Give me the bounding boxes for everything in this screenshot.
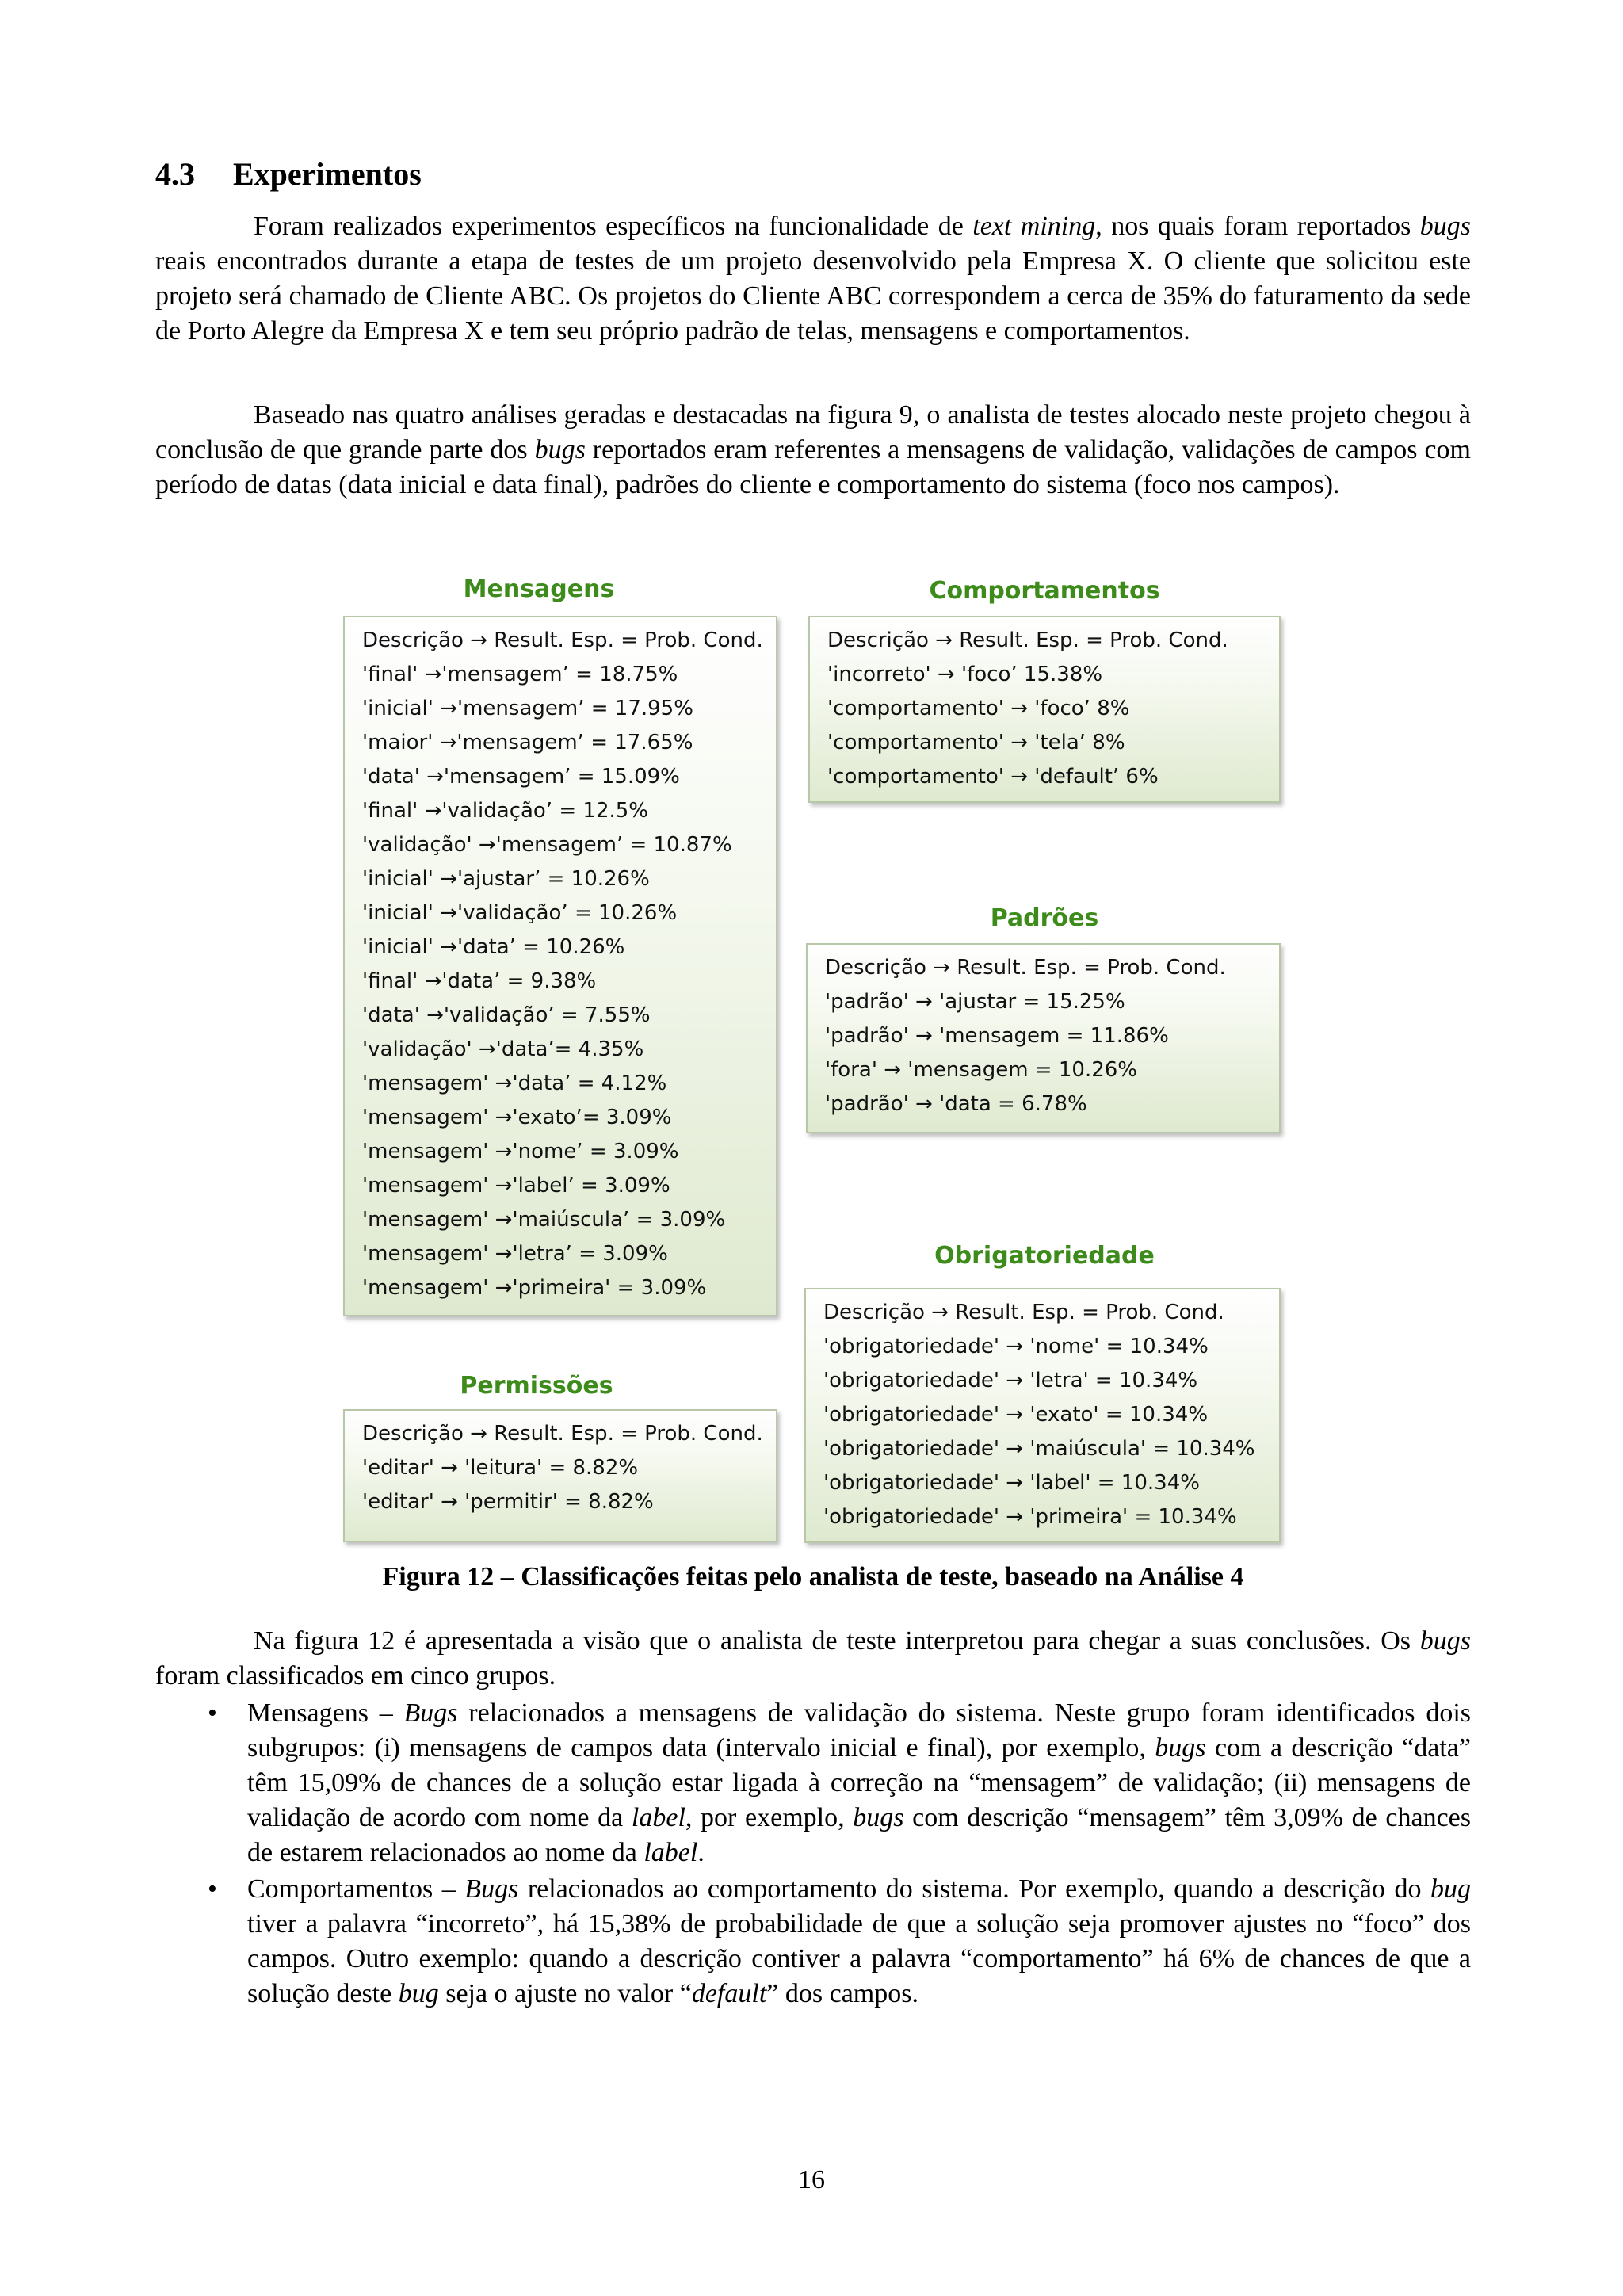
italic-term: Bugs: [403, 1698, 458, 1728]
rule-row: 'mensagem' →'exato’= 3.09%: [362, 1106, 672, 1129]
box-padroes: [806, 943, 1281, 1133]
italic-term: bugs: [1419, 212, 1471, 241]
italic-term: label: [631, 1803, 685, 1832]
box-mensagens: [343, 616, 777, 1316]
text-run: relacionados ao comportamento do sistema. Por exemplo, quando a descrição do: [518, 1874, 1430, 1904]
figure-caption: Figura 12 – Classificações feitas pelo analista de teste, baseado na Análise 4: [382, 1562, 1244, 1591]
rule-row: 'final' →'validação’ = 12.5%: [362, 799, 649, 823]
box-header-row: Descrição → Result. Esp. = Prob. Cond.: [823, 1301, 1224, 1324]
rule-row: 'validação' →'mensagem’ = 10.87%: [362, 833, 732, 857]
rule-row: 'padrão' → 'mensagem = 11.86%: [825, 1024, 1169, 1048]
text-run: Comportamentos –: [247, 1874, 465, 1904]
rule-row: 'obrigatoriedade' → 'primeira' = 10.34%: [823, 1505, 1237, 1529]
rule-row: 'padrão' → 'ajustar = 15.25%: [825, 990, 1125, 1014]
text-run: .: [697, 1838, 705, 1867]
text-run: foram classificados em cinco grupos.: [155, 1661, 556, 1690]
rule-row: 'final' →'mensagem’ = 18.75%: [362, 663, 678, 686]
rule-row: 'incorreto' → 'foco’ 15.38%: [827, 663, 1103, 686]
page-number: 16: [798, 2165, 825, 2195]
text-run: seja o ajuste no valor “: [438, 1979, 692, 2008]
rule-row: 'inicial' →'mensagem’ = 17.95%: [362, 697, 693, 720]
text-run: reais encontrados durante a etapa de testes de um projeto desenvolvido pela Empresa X. O cliente que solicitou este projeto será chamado de Cliente ABC. Os projetos do Cliente ABC correspondem a cerca de 35% do faturamento da sede de Porto Alegre da Empresa X e tem seu próprio padrão de telas, mensagens e comportamentos.: [155, 246, 1471, 346]
section-heading: [155, 155, 422, 193]
group-title-permissoes: Permissões: [460, 1372, 613, 1400]
bullet-dot: •: [208, 1698, 217, 1728]
rule-row: 'editar' → 'permitir' = 8.82%: [362, 1490, 654, 1514]
group-title-padroes: Padrões: [990, 904, 1099, 932]
rule-row: 'mensagem' →'data’ = 4.12%: [362, 1072, 667, 1095]
rule-row: 'obrigatoriedade' → 'nome' = 10.34%: [823, 1335, 1209, 1358]
text-run: ” dos campos.: [766, 1979, 918, 2008]
box-header-row: Descrição → Result. Esp. = Prob. Cond.: [825, 956, 1226, 980]
rule-row: 'comportamento' → 'default’ 6%: [827, 765, 1159, 789]
section-title: Experimentos: [233, 156, 422, 192]
text-run: relacionados a mensagens de validação do sistema. Neste grupo foram identificados dois subgrupos: (i) mensagens de campos data (intervalo inicial e final), por exemplo,: [247, 1698, 1471, 1763]
box-obrigatoriedade: [804, 1288, 1281, 1543]
rule-row: 'comportamento' → 'tela’ 8%: [827, 731, 1125, 755]
rule-row: 'inicial' →'data’ = 10.26%: [362, 935, 625, 959]
rule-row: 'data' →'validação’ = 7.55%: [362, 1003, 651, 1027]
box-header-row: Descrição → Result. Esp. = Prob. Cond.: [362, 628, 763, 652]
italic-term: bug: [398, 1979, 439, 2008]
paragraph-1: [155, 209, 1471, 349]
rule-row: 'comportamento' → 'foco’ 8%: [827, 697, 1130, 720]
rule-row: 'mensagem' →'label’ = 3.09%: [362, 1174, 670, 1198]
rule-row: 'maior' →'mensagem’ = 17.65%: [362, 731, 693, 755]
italic-term: default: [691, 1979, 767, 2008]
italic-term: Bugs: [464, 1874, 519, 1904]
rule-row: 'fora' → 'mensagem = 10.26%: [825, 1058, 1137, 1082]
box-permissoes: [343, 1409, 777, 1542]
box-header-row: Descrição → Result. Esp. = Prob. Cond.: [827, 628, 1228, 652]
text-run: Na figura 12 é apresentada a visão que o analista de teste interpretou para chegar a suas conclusões. Os: [254, 1626, 1420, 1656]
rule-row: 'editar' → 'leitura' = 8.82%: [362, 1456, 639, 1480]
section-number: 4.3: [155, 156, 195, 192]
box-header-row: Descrição → Result. Esp. = Prob. Cond.: [362, 1422, 763, 1446]
rule-row: 'mensagem' →'primeira' = 3.09%: [362, 1276, 707, 1300]
box-comportamentos: [808, 616, 1281, 803]
group-title-obrigatoriedade: Obrigatoriedade: [934, 1242, 1155, 1270]
rule-row: 'obrigatoriedade' → 'letra' = 10.34%: [823, 1369, 1198, 1392]
paragraph-3: [155, 1624, 1471, 1694]
rule-row: 'mensagem' →'letra’ = 3.09%: [362, 1242, 668, 1266]
italic-term: text mining: [972, 212, 1096, 241]
rule-row: 'validação' →'data’= 4.35%: [362, 1037, 644, 1061]
paragraph-2: [155, 398, 1471, 502]
bullet-item: [208, 1872, 1471, 2011]
text-run: tiver a palavra “incorreto”, há 15,38% de probabilidade de que a solução seja promover ajustes no “foco” dos campos. Outro exemplo: quando a descrição contiver a palavra “comportamento” há 6% de chances de que a solução deste: [247, 1909, 1471, 2008]
rule-row: 'obrigatoriedade' → 'maiúscula' = 10.34%: [823, 1437, 1255, 1461]
text-run: , nos quais foram reportados: [1095, 212, 1420, 241]
italic-term: bugs: [853, 1803, 904, 1832]
italic-term: label: [643, 1838, 698, 1867]
text-run: Foram realizados experimentos específicos na funcionalidade de: [254, 212, 973, 241]
text-run: com descrição “mensagem” têm 3,09% de chances de estarem relacionados ao nome da: [247, 1803, 1471, 1867]
text-run: com a descrição “data” têm 15,09% de chances de a solução estar ligada à correção na “mensagem” de validação; (ii) mensagens de validação de acordo com nome da: [247, 1733, 1471, 1832]
italic-term: bugs: [534, 435, 586, 464]
rule-row: 'mensagem' →'nome’ = 3.09%: [362, 1140, 679, 1163]
rule-row: 'inicial' →'ajustar’ = 10.26%: [362, 867, 650, 891]
text-run: reportados eram referentes a mensagens de validação, validações de campos com período de datas (data inicial e data final), padrões do cliente e comportamento do sistema (foco nos campos).: [155, 435, 1471, 499]
text-run: , por exemplo,: [685, 1803, 854, 1832]
group-title-mensagens: Mensagens: [463, 575, 615, 603]
rule-row: 'obrigatoriedade' → 'label' = 10.34%: [823, 1471, 1200, 1495]
rule-row: 'mensagem' →'maiúscula’ = 3.09%: [362, 1208, 726, 1232]
italic-term: bug: [1430, 1874, 1471, 1904]
italic-term: bugs: [1155, 1733, 1206, 1763]
bullet-item: [208, 1696, 1471, 1870]
rule-row: 'data' →'mensagem’ = 15.09%: [362, 765, 680, 789]
rule-row: 'final' →'data’ = 9.38%: [362, 969, 597, 993]
text-run: Mensagens –: [247, 1698, 404, 1728]
bullet-dot: •: [208, 1874, 217, 1904]
group-title-comportamentos: Comportamentos: [929, 577, 1160, 605]
bullet-list: [208, 1696, 1471, 2013]
text-run: Baseado nas quatro análises geradas e destacadas na figura 9, o analista de testes alocado neste projeto chegou à conclusão de que grande parte dos: [155, 400, 1471, 464]
rule-row: 'padrão' → 'data = 6.78%: [825, 1092, 1087, 1116]
rule-row: 'inicial' →'validação’ = 10.26%: [362, 901, 678, 925]
rule-row: 'obrigatoriedade' → 'exato' = 10.34%: [823, 1403, 1209, 1427]
italic-term: bugs: [1419, 1626, 1471, 1656]
